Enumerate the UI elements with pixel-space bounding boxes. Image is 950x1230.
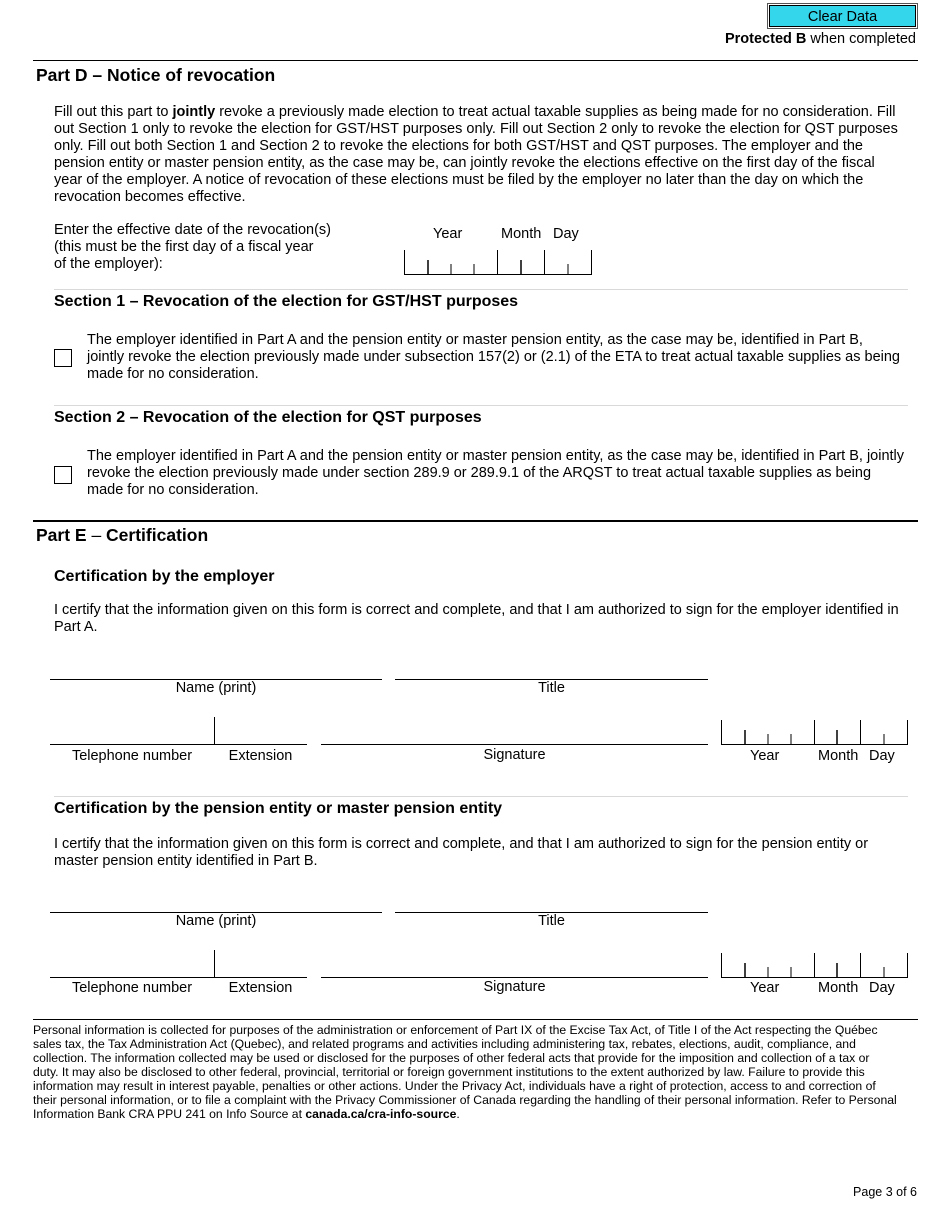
section-1-checkbox[interactable]	[54, 349, 72, 367]
telephone-extension-separator	[214, 717, 215, 744]
divider	[54, 796, 908, 797]
pension-date-input[interactable]	[721, 953, 909, 979]
pension-day-label: Day	[869, 980, 895, 996]
part-e-name: Certification	[106, 525, 209, 545]
pension-telephone-field[interactable]	[50, 977, 307, 978]
employer-name-label: Name (print)	[175, 680, 257, 696]
date-prompt-line-2: (this must be the first day of a fiscal year	[54, 239, 314, 255]
pension-extension-label: Extension	[228, 980, 293, 996]
employer-signature-label: Signature	[483, 747, 546, 763]
divider	[33, 60, 918, 61]
pension-month-label: Month	[818, 980, 859, 996]
pension-telephone-label: Telephone number	[71, 980, 193, 996]
pension-signature-field[interactable]	[321, 977, 708, 978]
privacy-text: Personal information is collected for purposes of the administration or enforcement of Part IX of the Excise Tax Act, of Title I of the Act respecting the Québec sales tax, the Tax Administration Act (Quebec), and related programs and activities including administering tax, rebates, elections, audit, compliance, and collection. The information collected may be used or disclosed for the purposes of other federal acts that provide for the imposition and collection of a tax or duty. It may also be disclosed to other federal, provincial, territorial or foreign government institutions to the extent authorized by law. Failure to provide this information may result in interest payable, penalties or other actions. Under the Privacy Act, individuals have a right of protection, access to and correction of their personal information, or to file a complaint with the Privacy Commissioner of Canada regarding the handling of their personal information. Refer to Personal Information Bank CRA PPU 241 on Info Source at	[33, 1023, 897, 1121]
employer-extension-label: Extension	[228, 748, 293, 764]
part-d-title: Part D – Notice of revocation	[36, 65, 276, 85]
pension-title-label: Title	[538, 913, 565, 929]
pension-cert-title: Certification by the pension entity or master pension entity	[54, 800, 503, 817]
part-d-intro	[54, 104, 904, 206]
pension-name-label: Name (print)	[175, 913, 257, 929]
pension-year-label: Year	[750, 980, 780, 996]
year-label: Year	[433, 226, 463, 242]
part-e-title	[36, 525, 208, 546]
telephone-extension-separator	[214, 950, 215, 977]
employer-date-input[interactable]	[721, 720, 909, 746]
divider	[33, 520, 918, 522]
employer-cert-title: Certification by the employer	[54, 568, 275, 585]
part-e-dash: –	[86, 525, 107, 545]
section-2-title: Section 2 – Revocation of the election for QST purposes	[54, 409, 482, 426]
employer-telephone-field[interactable]	[50, 744, 307, 745]
part-e-label: Part E	[36, 525, 87, 545]
clear-data-button[interactable]: Clear Data	[769, 5, 916, 27]
employer-year-label: Year	[750, 748, 780, 764]
protected-suffix: when completed	[806, 31, 916, 47]
day-label: Day	[553, 226, 579, 242]
employer-cert-text: I certify that the information given on this form is correct and complete, and that I am authorized to sign for the employer identified in Part A.	[54, 602, 899, 635]
date-prompt-line-1: Enter the effective date of the revocation(s)	[54, 222, 332, 238]
revocation-date-input[interactable]	[404, 250, 594, 276]
section-2-text: The employer identified in Part A and the pension entity or master pension entity, as the case may be, identified in Part B, jointly revoke the election previously made under section 289.9 or 289.9.1 of the ARQST to treat actual taxable supplies as being made for no consideration.	[87, 448, 905, 498]
employer-day-label: Day	[869, 748, 895, 764]
month-label: Month	[501, 226, 542, 242]
intro-text-2: revoke a previously made election to treat actual taxable supplies as being made for no consideration. Fill out Section 1 only to revoke the election for GST/HST purposes only. Fill out Section 2 only to revoke the election for QST purposes only. Fill out both Section 1 and Section 2 to revoke the elections for both GST/HST and QST purposes. The employer and the pension entity or master pension entity, as the case may be, can jointly revoke the elections effective on the first day of the fiscal year of the employer. A notice of revocation of these elections must be filed by the employer no later than the day on which the revocation becomes effective.	[54, 104, 898, 205]
section-2-checkbox[interactable]	[54, 466, 72, 484]
date-prompt-line-3: of the employer):	[54, 256, 163, 272]
divider	[54, 289, 908, 290]
privacy-link[interactable]: canada.ca/cra-info-source	[305, 1107, 457, 1121]
pension-signature-label: Signature	[483, 979, 546, 995]
intro-bold: jointly	[172, 104, 216, 120]
divider	[54, 405, 908, 406]
section-1-text: The employer identified in Part A and the pension entity or master pension entity, as the case may be, identified in Part B, jointly revoke the election previously made under subsection 157(2) or (2.1) of the ETA to treat actual taxable supplies as being made for no consideration.	[87, 332, 900, 382]
employer-title-label: Title	[538, 680, 565, 696]
section-1-title: Section 1 – Revocation of the election for GST/HST purposes	[54, 293, 519, 310]
privacy-notice	[33, 1023, 898, 1121]
employer-month-label: Month	[818, 748, 859, 764]
privacy-end: .	[456, 1107, 460, 1121]
protected-notice	[725, 31, 916, 47]
employer-signature-field[interactable]	[321, 744, 708, 745]
protected-b-label: Protected B	[724, 31, 807, 47]
pension-cert-text: I certify that the information given on this form is correct and complete, and that I am authorized to sign for the pension entity or master pension entity identified in Part B.	[54, 836, 869, 869]
employer-telephone-label: Telephone number	[71, 748, 193, 764]
page-number: Page 3 of 6	[853, 1185, 917, 1199]
date-prompt	[54, 222, 331, 273]
divider	[33, 1019, 918, 1020]
intro-text-1: Fill out this part to	[54, 104, 173, 120]
